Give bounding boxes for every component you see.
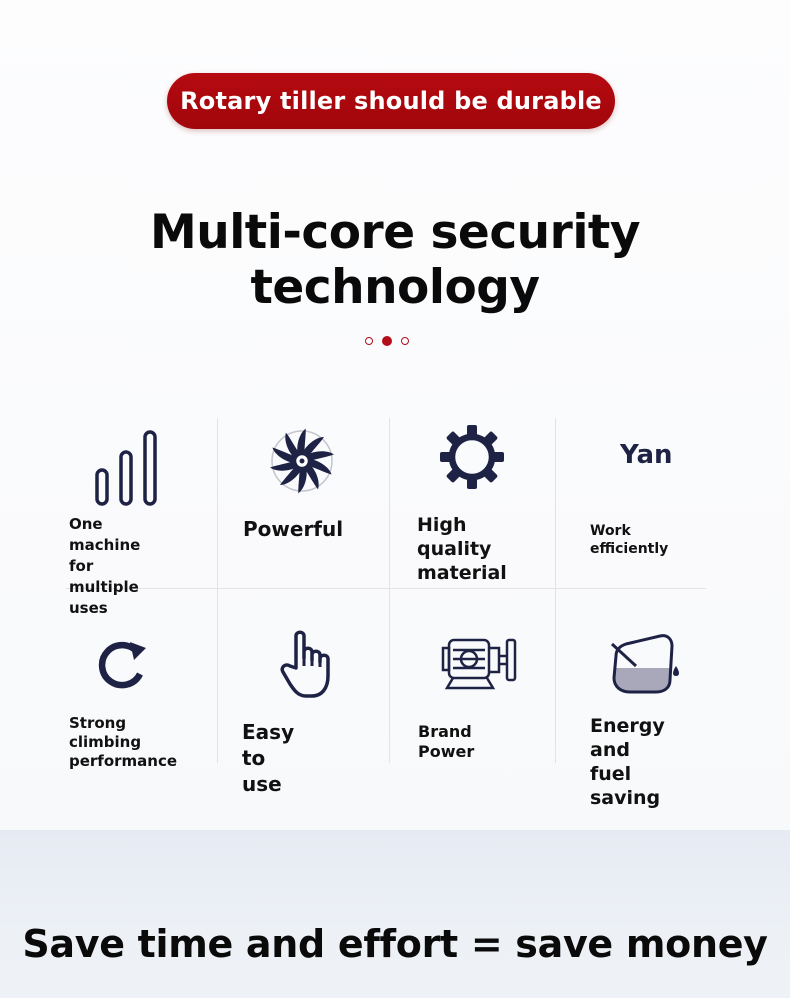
carousel-dot[interactable] (365, 337, 373, 345)
feature-label: multiple uses (69, 578, 139, 617)
feature-label: Energy and (590, 715, 665, 761)
feature-label: Strong climbing (69, 714, 142, 751)
feature-label: fuel saving (590, 763, 661, 809)
title-banner (167, 73, 615, 129)
carousel-dot[interactable] (401, 337, 409, 345)
feature-label: Powerful (243, 517, 344, 541)
feature-label: Work efficiently (590, 523, 669, 557)
carousel-indicator (365, 336, 409, 346)
signal-bars-icon (93, 428, 159, 508)
feature-label: Easy to use (242, 720, 295, 796)
feature-label: One machine for (69, 515, 141, 575)
yan-mark: Yan (620, 440, 673, 470)
engine-icon (441, 634, 519, 692)
pointing-hand-icon (278, 628, 336, 700)
refresh-arrow-icon (94, 636, 150, 692)
footer-slogan: Save time and effort = save money (22, 922, 768, 966)
footer-band (0, 830, 790, 998)
fan-icon (269, 428, 335, 494)
feature-label: Brand Power (418, 722, 475, 761)
feature-label: High quality (417, 514, 492, 560)
gear-icon (438, 423, 506, 491)
banner-label: Rotary tiller should be durable (180, 87, 602, 115)
section-headline: Multi-core security technology (149, 205, 641, 315)
grid-divider (217, 418, 218, 763)
feature-label: material (417, 562, 507, 584)
carousel-dot-active[interactable] (382, 336, 392, 346)
fuel-tank-icon (608, 630, 684, 700)
feature-label: performance (69, 752, 178, 770)
grid-divider (66, 588, 706, 589)
grid-divider (555, 418, 556, 763)
grid-divider (389, 418, 390, 763)
